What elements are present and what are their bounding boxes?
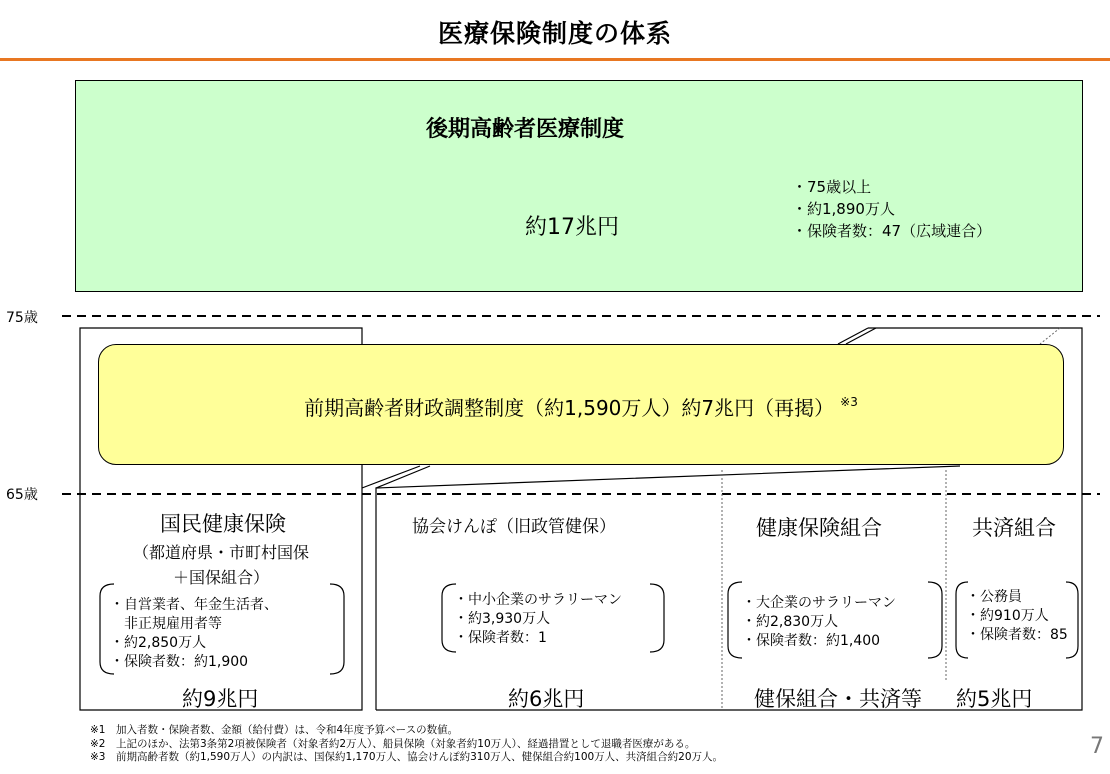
footnote: ※1 加入者数・保険者数、金額（給付費）は、令和4年度予算ベースの数値。 xyxy=(90,724,459,736)
detail-item: ・保険者数：約1,400 xyxy=(742,633,881,649)
kenpo-title: 健康保険組合 xyxy=(756,516,882,540)
footnote: ※2 上記のほか、法第3条第2項被保険者（対象者約2万人）、船員保険（対象者約10万人）、経過措置として退職者医療がある。 xyxy=(90,737,696,750)
page-title: 医療保険制度の体系 xyxy=(437,19,672,48)
connector-lines-top xyxy=(838,328,876,344)
detail-item: ・保険者数：1 xyxy=(454,630,547,646)
early-elderly-text: 前期高齢者財政調整制度（約1,590万人）約7兆円（再掲） xyxy=(304,396,835,420)
age75-label: 75歳 xyxy=(6,310,38,326)
late-elderly-amount: 約17兆円 xyxy=(525,215,619,240)
detail-item: ・中小企業のサラリーマン xyxy=(454,592,622,608)
connector-lines xyxy=(362,466,430,488)
detail-item: ・公務員 xyxy=(966,589,1022,605)
kenpo-details xyxy=(742,594,896,651)
detail-item: ・約3,930万人 xyxy=(454,611,551,627)
nhi-amount: 約9兆円 xyxy=(182,687,259,711)
nhi-details xyxy=(110,596,278,672)
detail-item: ・自営業者、年金生活者、 xyxy=(110,597,278,613)
late-elderly-title: 後期高齢者医療制度 xyxy=(425,117,624,142)
separator-top xyxy=(1040,328,1060,344)
note-mark: ※3 xyxy=(840,395,858,409)
kyosai-title: 共済組合 xyxy=(972,516,1056,540)
detail-item: ・約910万人 xyxy=(966,608,1049,624)
page-number: 7 xyxy=(1090,734,1104,759)
kyosai-details xyxy=(966,588,1068,645)
early-elderly-label xyxy=(98,392,1064,421)
footnotes xyxy=(90,724,723,765)
kyokai-details xyxy=(454,591,622,648)
detail-item: 非正規雇用者等 xyxy=(110,616,222,632)
nhi-title: 国民健康保険 xyxy=(160,512,286,536)
detail-item: ・保険者数：約1,900 xyxy=(110,654,249,670)
detail-item: ・大企業のサラリーマン xyxy=(742,595,896,611)
detail-item: ・約2,850万人 xyxy=(110,635,207,651)
kyokai-amount: 約6兆円 xyxy=(508,687,585,711)
detail-item: ・75歳以上 xyxy=(792,178,872,196)
detail-item: ・約1,890万人 xyxy=(792,200,895,218)
age65-label: 65歳 xyxy=(6,487,38,503)
nhi-subtitle-2: ＋国保組合） xyxy=(172,568,269,587)
kyokai-title: 協会けんぽ（旧政管健保） xyxy=(412,517,616,537)
footnote: ※3 前期高齢者数（約1,590万人）の内訳は、国保約1,170万人、協会けんぽ約310万人、健保組合約100万人、共済組合約20万人。 xyxy=(90,751,724,763)
kenpo-kyosai-amount: 約5兆円 xyxy=(956,687,1033,711)
late-elderly-details xyxy=(792,176,991,242)
detail-item: ・約2,830万人 xyxy=(742,614,839,630)
detail-item: ・保険者数：85 xyxy=(966,627,1068,643)
detail-item: ・保険者数：47（広域連合） xyxy=(792,222,992,240)
kenpo-kyosai-label: 健保組合・共済等 xyxy=(754,687,922,711)
nhi-subtitle-1: （都道府県・市町村国保 xyxy=(132,543,309,562)
